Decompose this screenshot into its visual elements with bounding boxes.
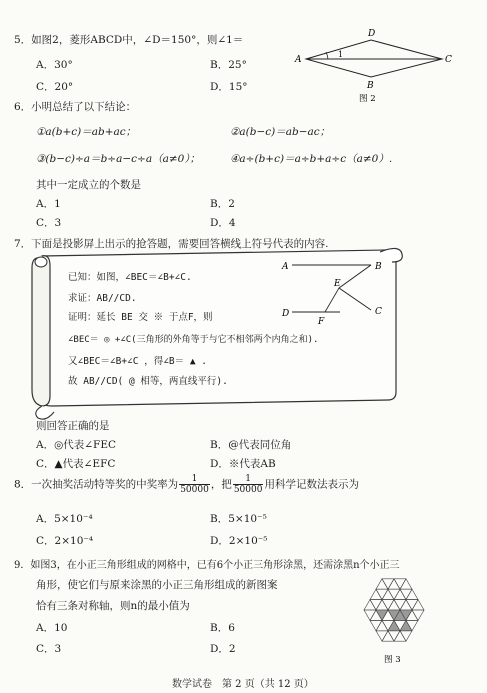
label-angle-1: 1 bbox=[338, 50, 344, 59]
triangle-grid-figure bbox=[348, 570, 440, 666]
grid-triangle bbox=[376, 600, 388, 610]
grid-triangle bbox=[400, 589, 412, 599]
fig3-caption: 图 3 bbox=[384, 655, 401, 665]
grid-triangle bbox=[388, 589, 400, 599]
grid-triangle bbox=[376, 620, 388, 630]
scroll-proof-1: 证明：延长 BE 交 ※ 于点F，则 bbox=[68, 312, 213, 323]
q5-option-d: D．15° bbox=[210, 81, 248, 93]
q8-stem-b: ，把 bbox=[210, 478, 232, 491]
grid-triangle bbox=[364, 610, 376, 620]
grid-triangle bbox=[388, 631, 400, 641]
grid-triangle bbox=[382, 579, 394, 589]
q5-stem: 5．如图2，菱形ABCD中，∠D＝150°，则∠1＝ bbox=[14, 34, 244, 46]
q6-statement-3: ③(b−c)÷a＝b÷a−c÷a（a≠0）； bbox=[36, 153, 201, 165]
q6-option-b: B．2 bbox=[210, 198, 235, 210]
page-footer: 数学试卷 第 2 页（共 12 页） bbox=[172, 679, 314, 690]
grid-triangle bbox=[388, 600, 400, 610]
grid-triangle bbox=[394, 589, 406, 599]
q6-option-c: C．3 bbox=[36, 217, 62, 229]
triangle-grid bbox=[364, 579, 424, 641]
scroll-label-B: B bbox=[375, 262, 382, 272]
grid-triangle bbox=[400, 620, 412, 630]
grid-triangle bbox=[394, 600, 406, 610]
grid-triangle bbox=[406, 589, 418, 599]
scroll-proof-3: 又∠BEC＝∠B+∠C ，得∠B＝ ▲ . bbox=[68, 356, 208, 367]
grid-triangle bbox=[382, 600, 394, 610]
scroll-given: 已知：如图，∠BEC＝∠B+∠C. bbox=[68, 272, 192, 283]
grid-triangle bbox=[400, 631, 412, 641]
scroll-proof-4: 故 AB//CD( @ 相等，两直线平行). bbox=[68, 376, 228, 387]
grid-triangle bbox=[412, 600, 424, 610]
q7-option-d: D．※代表AB bbox=[210, 458, 276, 470]
scroll-prove: 求证：AB//CD. bbox=[68, 293, 137, 304]
q5-option-a: A．30° bbox=[36, 59, 73, 71]
grid-triangle bbox=[370, 600, 382, 610]
q6-option-a: A．1 bbox=[36, 198, 61, 210]
q5-option-b: B．25° bbox=[210, 59, 247, 71]
q7-option-a: A．◎代表∠FEC bbox=[36, 439, 117, 451]
label-B: B bbox=[367, 81, 374, 91]
q8-stem-a: 8．一次抽奖活动特等奖的中奖率为 bbox=[14, 478, 179, 491]
q9-option-d: D．2 bbox=[210, 643, 236, 655]
q7-stem: 7．下面是投影屏上出示的抢答题，需要回答横线上符号代表的内容. bbox=[14, 238, 329, 250]
q8-option-b: B．5×10⁻⁵ bbox=[210, 513, 267, 525]
label-C: C bbox=[445, 55, 452, 65]
q8-option-d: D．2×10⁻⁵ bbox=[210, 535, 268, 547]
scroll-proof-2: ∠BEC＝ ◎ +∠C(三角形的外角等于与它不相邻两个内角之和). bbox=[68, 335, 319, 345]
q6-statement-2: ②a(b−c)＝ab−ac； bbox=[230, 126, 331, 138]
scroll-label-A: A bbox=[282, 262, 289, 272]
q9-option-c: C．3 bbox=[36, 643, 62, 655]
q9-line-3: 恰有三条对称轴，则n的最小值为 bbox=[36, 600, 190, 612]
q6-question: 其中一定成立的个数是 bbox=[36, 179, 141, 191]
fig2-caption: 图 2 bbox=[359, 94, 376, 104]
q6-option-d: D．4 bbox=[210, 217, 236, 229]
grid-triangle bbox=[400, 600, 412, 610]
q7-after: 则回答正确的是 bbox=[36, 420, 110, 432]
grid-triangle bbox=[406, 600, 418, 610]
q6-statement-1: ①a(b+c)＝ab+ac； bbox=[36, 126, 137, 138]
q6-statement-4: ④a÷(b+c)＝a÷b+a÷c（a≠0）. bbox=[230, 153, 393, 165]
grid-triangle bbox=[388, 620, 400, 630]
grid-triangle bbox=[376, 610, 388, 620]
q8-option-c: C．2×10⁻⁴ bbox=[36, 535, 94, 547]
q9-option-a: A．10 bbox=[36, 622, 68, 634]
scroll-label-F: F bbox=[318, 317, 325, 327]
projection-scroll bbox=[28, 240, 408, 420]
grid-triangle bbox=[364, 600, 376, 610]
grid-triangle bbox=[376, 631, 388, 641]
q8-fraction-1: $\frac{1}{50000}$ bbox=[180, 474, 209, 495]
grid-triangle bbox=[388, 579, 400, 589]
grid-triangle bbox=[412, 610, 424, 620]
grid-triangle bbox=[400, 579, 412, 589]
grid-triangle bbox=[394, 579, 406, 589]
q8-fraction-2: $\frac{1}{50000}$ bbox=[233, 474, 263, 495]
q7-option-b: B．@代表同位角 bbox=[210, 439, 292, 451]
q8-stem bbox=[14, 474, 359, 495]
grid-triangle bbox=[382, 589, 394, 599]
q7-option-c: C．▲代表∠EFC bbox=[36, 458, 116, 470]
q8-stem-c: 用科学记数法表示为 bbox=[264, 478, 359, 491]
grid-triangle bbox=[376, 589, 388, 599]
q6-stem: 6．小明总结了以下结论： bbox=[14, 101, 137, 113]
rhombus-figure bbox=[290, 25, 450, 105]
q9-line-1: 9．如图3，在小正三角形组成的网格中，已有6个小正三角形涂黑，还需涂黑n个小正三 bbox=[14, 560, 400, 571]
scroll-label-D: D bbox=[282, 309, 290, 319]
grid-triangle bbox=[382, 631, 394, 641]
grid-triangle bbox=[394, 631, 406, 641]
q5-option-c: C．20° bbox=[36, 81, 74, 93]
q9-option-b: B．6 bbox=[210, 622, 235, 634]
q9-line-2: 角形，使它们与原来涂黑的小正三角形组成的新图案 bbox=[36, 579, 278, 591]
scroll-label-E: E bbox=[334, 279, 341, 289]
q8-option-a: A．5×10⁻⁴ bbox=[36, 513, 93, 525]
grid-triangle bbox=[370, 620, 382, 630]
grid-triangle bbox=[376, 579, 388, 589]
label-A: A bbox=[295, 55, 302, 65]
scroll-label-C: C bbox=[375, 307, 382, 317]
grid-triangle bbox=[370, 589, 382, 599]
label-D: D bbox=[368, 29, 376, 39]
